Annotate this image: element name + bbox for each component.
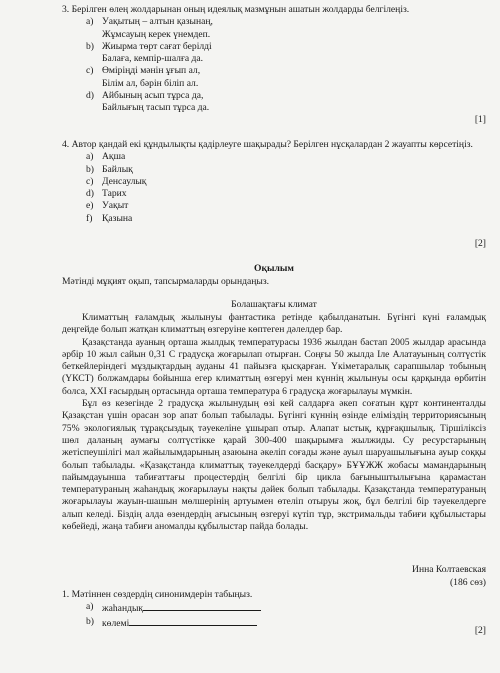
option-line: Өміріңді мәнін ұғып ал,: [102, 65, 201, 77]
question-3-option-d: [86, 90, 486, 115]
option-line: Жиырма төрт сағат берілді: [102, 40, 212, 52]
option-letter: c): [86, 65, 94, 77]
question-4-option-b: [86, 164, 486, 176]
option-line: Балаға, кемпір-шалға да.: [102, 53, 204, 65]
question-1-item-a: [86, 601, 486, 615]
option-text: Тарих: [102, 188, 127, 200]
option-line: Білім ал, бәрін біліп ал.: [102, 77, 199, 89]
option-text: Байлық: [102, 163, 133, 175]
question-1-title: 1. Мәтіннен сөздердің синонимдерін табыңыз.: [62, 589, 253, 600]
option-letter: a): [86, 16, 94, 28]
question-3-option-a: [86, 16, 486, 41]
question-3: [62, 4, 486, 115]
option-text: Денсаулық: [102, 175, 147, 187]
option-letter: a): [86, 151, 94, 163]
item-word: көлемі: [102, 617, 130, 629]
section-heading: Оқылым: [254, 263, 294, 274]
option-text: Ақша: [102, 151, 126, 163]
option-line: Уақытың – алтын қазынаң,: [102, 16, 213, 28]
option-text: Қазына: [102, 212, 133, 224]
question-1: [62, 589, 486, 630]
question-4-option-d: [86, 188, 486, 200]
author-name: Инна Колтаевская: [412, 564, 486, 575]
word-count: (186 сөз): [449, 577, 486, 588]
question-4-option-e: [86, 200, 486, 212]
reading-paragraph: Қазақстанда ауаның орташа жылдық температурасы 1936 жылдан бастап 2005 жылдар арасында әрбір 10 жыл сайын 0,31 С градусқа жоғарылап отырған. Соңғы 50 жылда Іле Алатауының солтүстік беткейлеріндегі мұздықтардың ауданы 41 пайызға қысқарған. Үкіметаралық сарапшылар тобының (ҮКСТ) болжамдары бойынша егер климаттың өзгеруі мен күннің жылынуы осы қарқында өрбитін болса, ХХІ ғасырдың ортасында орташа температура 6 градусқа жоғарылауы мүмкін.: [62, 336, 486, 397]
item-letter: b): [86, 615, 94, 627]
option-line: Жұмсауың керек үнемдеп.: [102, 28, 211, 40]
option-letter: b): [86, 163, 94, 175]
question-4-option-a: [86, 151, 486, 163]
question-4-title: 4. Автор қандай екі құндылықты қадірлеуге шақырады? Берілген нұсқалардан 2 жауапты көрсетіңіз.: [62, 139, 473, 150]
question-4-option-f: [86, 213, 486, 225]
question-1-mark: [2]: [474, 625, 486, 636]
question-3-option-c: [86, 65, 486, 90]
option-line: Айбының асып тұрса да,: [102, 90, 204, 102]
reading-paragraph: Климаттың ғаламдық жылынуы фантастика ретінде қабылданатын. Бүгінгі күні ғаламдық деңгейде болып жатқан климаттың өзгеруіне көптеген дәлелдер бар.: [62, 312, 486, 336]
option-letter: e): [86, 200, 94, 212]
option-letter: b): [86, 40, 94, 52]
option-letter: d): [86, 90, 94, 102]
option-letter: f): [86, 212, 93, 224]
answer-blank-a[interactable]: [143, 601, 261, 611]
question-3-mark: [1]: [474, 114, 486, 125]
item-letter: a): [86, 601, 94, 613]
item-word: жаһандық: [102, 603, 144, 615]
reading-paragraph: Бұл өз кезегінде 2 градусқа жылынудың өзі кей салдарға әкеп соғатын құрт континенталды Қазақстан үшін орасан зор апат болып табылады. Бүгінгі күннің өзінде еліміздің территориясының 75% экологиялық тұрақсыздық тәуекеліне ұшырап отыр. Алапат ыстық, құрғақшылық. Тіршіліксіз шөл даланың аумағы солтүстікке қарай 300-400 шақырымға жылжиды. Су ресурстарының жетіспеушілігі мал жайылымдарының азаюына әкеліп соғады және ауыл шаруашылығына ауыр соққы болып табылады. «Қазақстанда климаттық тәуекелдерді басқару» БҰҰЖЖ жобасы мамандарының пайымдауынша табиғаттағы процестердің белгілі бір цикла бағыныштылығына қарамастан температураның жаһандық жоғарылауы нақты дәйек болып табылады. Қазақстанда температураның жоғарылауы жауын-шашын мөлшерінің артуымен өтеліп отыруы жоқ, бұл белгілі бір тәуекелдерге алып келеді. Біздің алда өзендердің ағысының өзгеруі күтіп тұр, экстримальды табиғи құбылыстары көбейеді, жаңа табиғи аномалды құбылыстар пайда болады.: [62, 398, 486, 533]
reading-text: [62, 312, 486, 533]
reading-instruction: Мәтінді мұқият оқып, тапсырмаларды орындаңыз.: [62, 276, 270, 287]
question-4: [62, 139, 486, 225]
question-3-title: 3. Берілген өлең жолдарынан оның идеялық мазмұнын ашатын жолдарды белгілеңіз.: [62, 4, 410, 15]
text-title: Болашақтағы климат: [231, 299, 317, 310]
question-4-option-c: [86, 176, 486, 188]
question-4-mark: [2]: [474, 238, 486, 249]
option-letter: d): [86, 188, 94, 200]
question-3-option-b: [86, 41, 486, 66]
option-line: Байлығың тасып тұрса да.: [102, 102, 210, 114]
option-letter: c): [86, 175, 94, 187]
option-text: Уақыт: [102, 200, 129, 212]
